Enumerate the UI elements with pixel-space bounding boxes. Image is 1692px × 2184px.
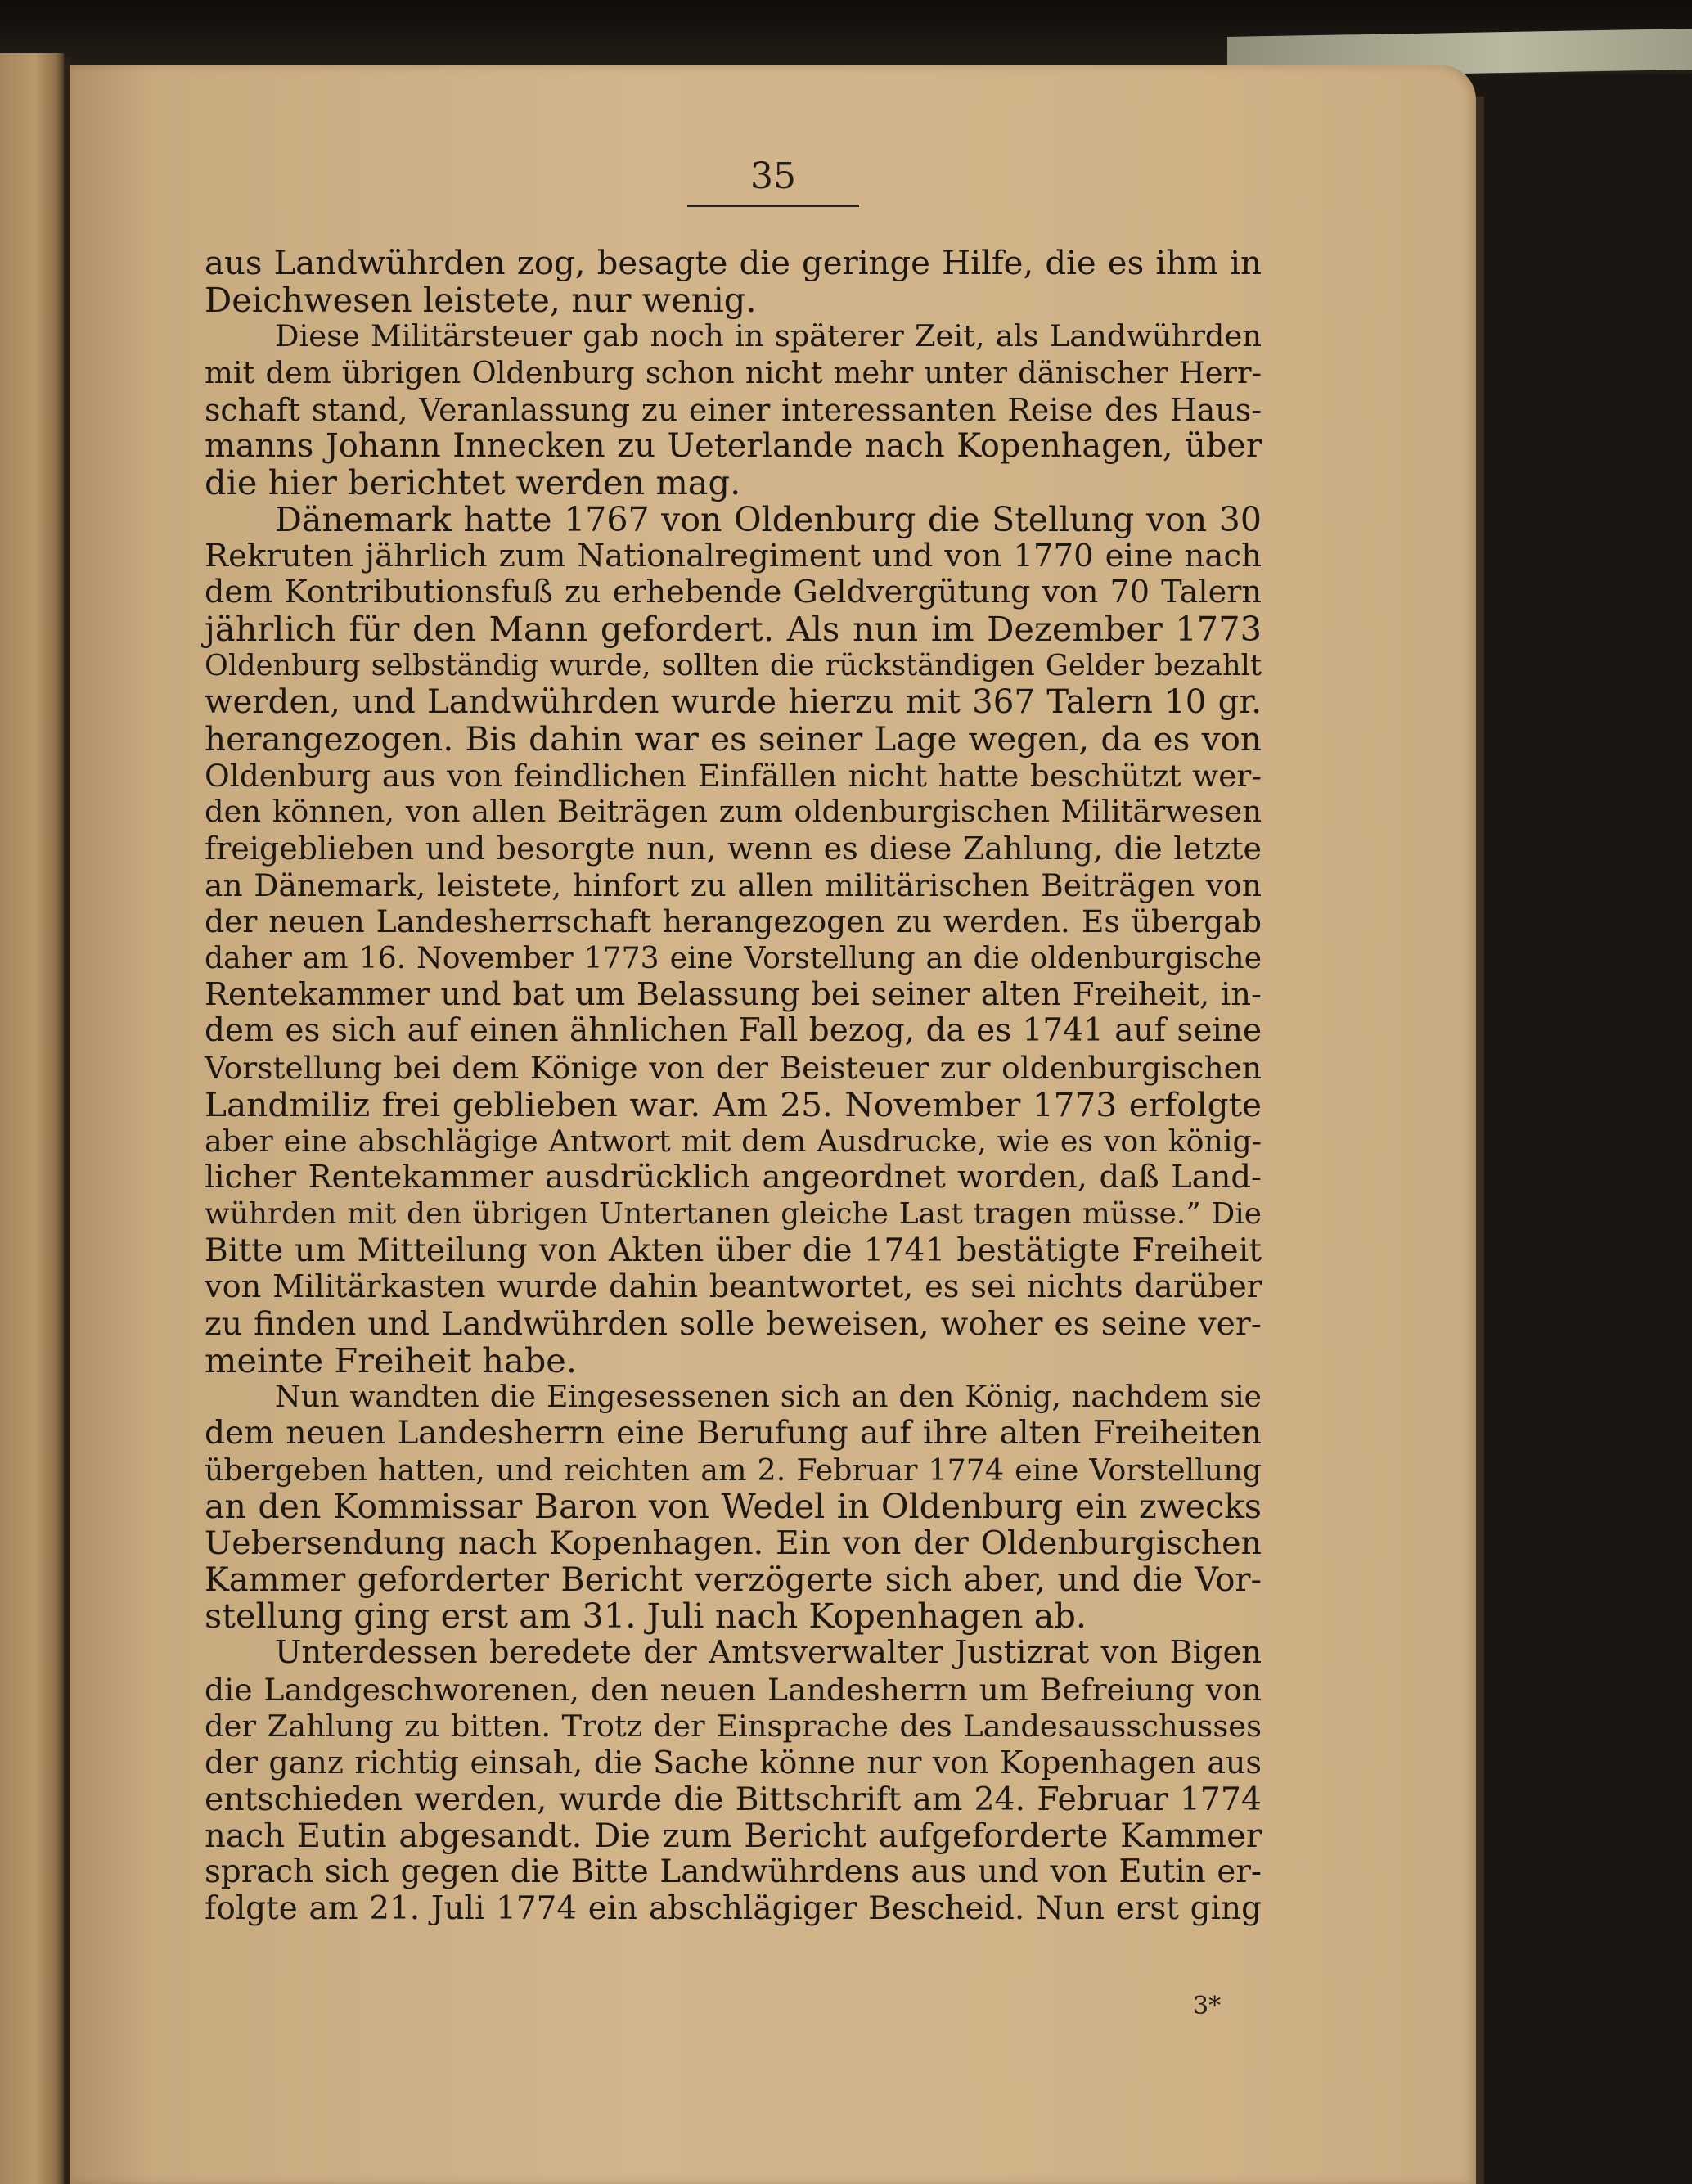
text-line: nach Eutin abgesandt. Die zum Bericht aufgeforderte Kammer xyxy=(205,1817,1262,1855)
page-number-rule xyxy=(687,205,859,207)
text-line: übergeben hatten, und reichten am 2. Februar 1774 eine Vorstellung xyxy=(205,1452,1262,1488)
text-line: der neuen Landesherrschaft herangezogen zu werden. Es übergab xyxy=(205,903,1262,940)
page-number: 35 xyxy=(750,155,796,197)
text-line: dem es sich auf einen ähnlichen Fall bezog, da es 1741 auf seine xyxy=(205,1012,1262,1050)
text-line: Rekruten jährlich zum Nationalregiment und von 1770 eine nach xyxy=(205,537,1262,574)
signature-mark: 3* xyxy=(1193,1992,1222,2020)
text-line: der ganz richtig einsah, die Sache könne nur von Kopenhagen aus xyxy=(205,1745,1262,1781)
text-line: Oldenburg aus von feindlichen Einfällen nicht hatte beschützt wer- xyxy=(205,757,1262,794)
text-line: der Zahlung zu bitten. Trotz der Einsprache des Landesausschusses xyxy=(205,1708,1262,1744)
text-line: von Militärkasten wurde dahin beantwortet, es sei nichts darüber xyxy=(205,1268,1262,1306)
text-line: dem Kontributionsfuß zu erhebende Geldvergütung von 70 Talern xyxy=(205,574,1262,611)
text-line: folgte am 21. Juli 1774 ein abschlägiger Bescheid. Nun erst ging xyxy=(205,1889,1262,1927)
text-line: zu finden und Landwührden solle beweisen, woher es seine ver- xyxy=(205,1304,1262,1343)
book-gutter xyxy=(64,57,70,2184)
text-line: Vorstellung bei dem Könige von der Beisteuer zur oldenburgischen xyxy=(205,1050,1262,1087)
text-line: dem neuen Landesherrn eine Berufung auf ihre alten Freiheiten xyxy=(205,1415,1262,1452)
text-line: Uebersendung nach Kopenhagen. Ein von der Oldenburgischen xyxy=(205,1524,1262,1563)
text-line: sprach sich gegen die Bitte Landwührdens aus und von Eutin er- xyxy=(205,1853,1262,1891)
text-line: entschieden werden, wurde die Bittschrift am 24. Februar 1774 xyxy=(205,1780,1262,1818)
text-line: Landmiliz frei geblieben war. Am 25. November 1773 erfolgte xyxy=(205,1084,1262,1124)
text-line: aus Landwührden zog, besagte die geringe Hilfe, die es ihm in xyxy=(205,245,1262,282)
text-line: Kammer geforderter Bericht verzögerte sich aber, und die Vor- xyxy=(205,1560,1262,1599)
text-line: die hier berichtet werden mag. xyxy=(205,462,741,503)
text-line: Rentekammer und bat um Belassung bei seiner alten Freiheit, in- xyxy=(205,975,1262,1013)
page-edge-shadow xyxy=(1476,97,1484,2184)
text-line: meinte Freiheit habe. xyxy=(205,1340,578,1380)
text-line: an Dänemark, leistete, hinfort zu allen militärischen Beiträgen von xyxy=(205,867,1262,903)
text-line: den können, von allen Beiträgen zum oldenburgischen Militärwesen xyxy=(205,794,1262,830)
text-line: daher am 16. November 1773 eine Vorstellung an die oldenburgische xyxy=(205,940,1262,976)
text-line: manns Johann Innecken zu Ueterlande nach Kopenhagen, über xyxy=(205,427,1262,466)
text-line: die Landgeschworenen, den neuen Landesherrn um Befreiung von xyxy=(205,1671,1262,1708)
text-line: wührden mit den übrigen Untertanen gleiche Last tragen müsse.” Die xyxy=(205,1196,1262,1231)
text-line: jährlich für den Mann gefordert. Als nun im Dezember 1773 xyxy=(205,608,1262,649)
text-line: freigeblieben und besorgte nun, wenn es diese Zahlung, die letzte xyxy=(205,831,1262,867)
text-line: schaft stand, Veranlassung zu einer interessanten Reise des Haus- xyxy=(205,391,1262,428)
body-text xyxy=(205,245,1262,1928)
text-line: licher Rentekammer ausdrücklich angeordnet worden, daß Land- xyxy=(205,1159,1262,1196)
text-line: herangezogen. Bis dahin war es seiner Lage wegen, da es von xyxy=(205,718,1262,759)
text-line: Unterdessen beredete der Amtsverwalter Justizrat von Bigen xyxy=(275,1634,1262,1672)
text-line: werden, und Landwührden wurde hierzu mit 367 Talern 10 gr. xyxy=(205,683,1262,722)
text-line: stellung ging erst am 31. Juli nach Kopenhagen ab. xyxy=(205,1596,1087,1637)
text-line: Nun wandten die Eingesessenen sich an den König, nachdem sie xyxy=(275,1379,1262,1415)
text-line: Diese Militärsteuer gab noch in späterer Zeit, als Landwührden xyxy=(275,318,1262,354)
text-line: Oldenburg selbständig wurde, sollten die rückständigen Gelder bezahlt xyxy=(205,648,1262,682)
text-line: mit dem übrigen Oldenburg schon nicht mehr unter dänischer Herr- xyxy=(205,355,1262,391)
previous-page-edge xyxy=(0,53,64,2184)
text-line: Deichwesen leistete, nur wenig. xyxy=(205,279,757,320)
text-line: Dänemark hatte 1767 von Oldenburg die Stellung von 30 xyxy=(275,499,1262,539)
text-line: an den Kommissar Baron von Wedel in Oldenburg ein zwecks xyxy=(205,1487,1262,1527)
text-line: aber eine abschlägige Antwort mit dem Ausdrucke, wie es von könig- xyxy=(205,1123,1262,1159)
text-line: Bitte um Mitteilung von Akten über die 1741 bestätigte Freiheit xyxy=(205,1232,1262,1269)
